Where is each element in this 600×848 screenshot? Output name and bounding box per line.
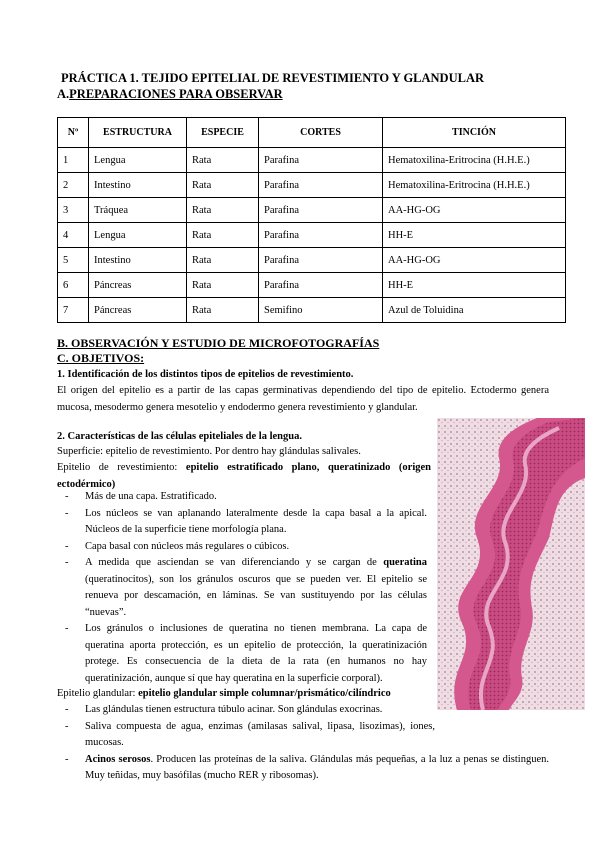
- table-cell: Azul de Toluidina: [383, 298, 566, 323]
- table-row: [58, 248, 566, 273]
- table-row: [58, 173, 566, 198]
- table-cell: 7: [58, 298, 89, 323]
- list-item: - A medida que asciendan se van diferenciando y se cargan de queratina (queratinocitos), son los gránulos oscuros que se pueden ver. El epitelio se renueva por descamación, en láminas. Se van sustituyendo por las células “nuevas”.: [65, 555, 427, 621]
- table-row: [58, 148, 566, 173]
- section-b-heading: B. OBSERVACIÓN Y ESTUDIO DE MICROFOTOGRAFÍAS: [57, 336, 380, 350]
- table-cell: 2: [58, 173, 89, 198]
- table-cell: 5: [58, 248, 89, 273]
- table-cell: Páncreas: [89, 298, 187, 323]
- table-cell: Rata: [187, 273, 259, 298]
- table-cell: Rata: [187, 148, 259, 173]
- header-number: Nº: [58, 118, 89, 148]
- table-row: [58, 223, 566, 248]
- header-cuts: CORTES: [259, 118, 383, 148]
- table-cell: Hematoxilina-Eritrocina (H.H.E.): [383, 148, 566, 173]
- table-header-row: [58, 118, 566, 148]
- table-cell: Parafina: [259, 173, 383, 198]
- list-item: - Los núcleos se van aplanando lateralmente desde la capa basal a la apical. Núcleos de la superficie tiene morfología plana.: [65, 506, 427, 539]
- table-cell: 3: [58, 198, 89, 223]
- table-cell: Rata: [187, 198, 259, 223]
- section-c-heading: C. OBJETIVOS:: [57, 351, 145, 365]
- header-species: ESPECIE: [187, 118, 259, 148]
- table-cell: Parafina: [259, 223, 383, 248]
- header-structure: ESTRUCTURA: [89, 118, 187, 148]
- table-cell: HH-E: [383, 273, 566, 298]
- tongue-micrograph: [437, 418, 585, 710]
- table-cell: 4: [58, 223, 89, 248]
- table-cell: Parafina: [259, 248, 383, 273]
- list-item: - Más de una capa. Estratificado.: [65, 489, 427, 506]
- table-row: [58, 298, 566, 323]
- list-item: - Las glándulas tienen estructura túbulo acinar. Son glándulas exocrinas.: [65, 702, 435, 719]
- table-cell: Parafina: [259, 198, 383, 223]
- lining-features-list: [65, 489, 427, 687]
- table-cell: 6: [58, 273, 89, 298]
- table-cell: Parafina: [259, 273, 383, 298]
- header-stain: TINCIÓN: [383, 118, 566, 148]
- objective-1-text: El origen del epitelio es a partir de las capas germinativas dependiendo del tipo de epitelio. Ectodermo genera mucosa, mesodermo genera mesotelio y endodermo genera revestimiento y glandular.: [57, 385, 549, 413]
- table-cell: Rata: [187, 173, 259, 198]
- practice-heading: PRÁCTICA 1. TEJIDO EPITELIAL DE REVESTIMIENTO Y GLANDULAR: [61, 71, 485, 85]
- glandular-epithelium-text: Epitelio glandular: epitelio glandular simple columnar/prismático/cilíndrico: [57, 688, 391, 699]
- table-cell: Rata: [187, 223, 259, 248]
- table-cell: Lengua: [89, 148, 187, 173]
- list-item: - Los gránulos o inclusiones de queratina no tienen membrana. La capa de queratina aporta protección, es un epitelio de protección, la queratinización protege. Es consecuencia de la dieta de la rata (en humanos no hay queratinización, aunque sí que hay queratina en la superficie corporal).: [65, 621, 427, 687]
- micrograph-image: [437, 418, 585, 710]
- table-cell: Intestino: [89, 248, 187, 273]
- surface-text: Superficie: epitelio de revestimiento. Por dentro hay glándulas salivales.: [57, 446, 361, 457]
- table-row: [58, 273, 566, 298]
- lining-epithelium-text: Epitelio de revestimiento: epitelio estratificado plano, queratinizado (origen ectodérmico): [57, 462, 431, 490]
- table-cell: Intestino: [89, 173, 187, 198]
- glandular-features-list: [65, 702, 549, 785]
- objective-1-title: 1. Identificación de los distintos tipos de epitelios de revestimiento.: [57, 369, 354, 380]
- table-cell: Lengua: [89, 223, 187, 248]
- table-cell: HH-E: [383, 223, 566, 248]
- table-cell: Semifino: [259, 298, 383, 323]
- table-row: [58, 198, 566, 223]
- table-cell: Parafina: [259, 148, 383, 173]
- list-item: - Saliva compuesta de agua, enzimas (amilasas salival, lipasa, lisozimas), iones, mucosas.: [65, 719, 435, 752]
- table-cell: Páncreas: [89, 273, 187, 298]
- list-item: - Acinos serosos. Producen las proteínas de la saliva. Glándulas más pequeñas, a la luz a penas se distinguen. Muy teñidas, muy basófilas (mucho RER y ribosomas).: [65, 752, 549, 785]
- table-cell: Rata: [187, 248, 259, 273]
- table-cell: 1: [58, 148, 89, 173]
- section-a-heading: A.PREPARACIONES PARA OBSERVAR: [57, 87, 283, 101]
- table-cell: Tráquea: [89, 198, 187, 223]
- objective-2-title: 2. Características de las células epiteliales de la lengua.: [57, 431, 302, 442]
- table-cell: AA-HG-OG: [383, 198, 566, 223]
- table-cell: Hematoxilina-Eritrocina (H.H.E.): [383, 173, 566, 198]
- list-item: - Capa basal con núcleos más regulares o cúbicos.: [65, 539, 427, 556]
- table-cell: AA-HG-OG: [383, 248, 566, 273]
- preparations-table: [57, 117, 566, 323]
- table-cell: Rata: [187, 298, 259, 323]
